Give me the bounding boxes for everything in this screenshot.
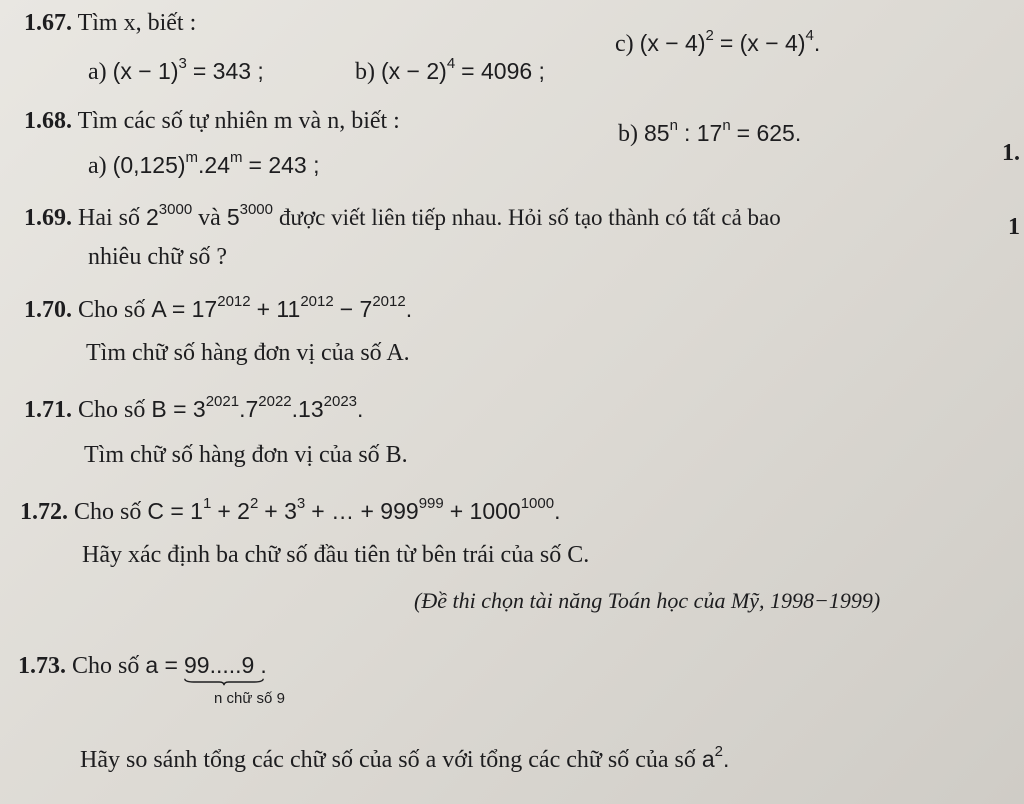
problem-1-72 bbox=[20, 496, 560, 527]
margin-mark: 1. bbox=[1002, 140, 1020, 166]
problem-1-67-header bbox=[24, 8, 196, 38]
exponent: n bbox=[669, 116, 678, 134]
problem-text: Hai số bbox=[78, 205, 140, 231]
underbrace-group bbox=[184, 650, 254, 681]
math-expr: a bbox=[701, 746, 715, 772]
exponent: 4 bbox=[446, 54, 456, 72]
math-expr: .24 bbox=[198, 152, 231, 178]
problem-1-73 bbox=[18, 650, 267, 681]
exponent: 2023 bbox=[323, 392, 358, 410]
math-expr: . bbox=[554, 498, 561, 524]
math-expr: (x − 4) bbox=[639, 30, 706, 56]
problem-1-69-cont bbox=[88, 242, 227, 272]
exponent: n bbox=[722, 116, 731, 134]
exponent: 2012 bbox=[300, 292, 334, 310]
math-expr: + … + 999 bbox=[311, 498, 419, 524]
problem-text: Hãy xác định ba chữ số đầu tiên từ bên trái của số C. bbox=[82, 542, 590, 568]
math-expr: − 7 bbox=[339, 296, 373, 322]
problem-text: Tìm chữ số hàng đơn vị của số B. bbox=[84, 442, 408, 468]
problem-1-69 bbox=[24, 202, 781, 233]
math-expr: 99.....9 bbox=[183, 652, 255, 678]
exponent: 3 bbox=[178, 54, 187, 72]
exponent: m bbox=[230, 148, 243, 166]
math-expr: . bbox=[405, 296, 413, 322]
problem-text: Cho số bbox=[74, 499, 142, 525]
math-expr: .7 bbox=[239, 396, 259, 422]
exponent: 999 bbox=[418, 494, 444, 512]
problem-1-73-task bbox=[80, 744, 729, 775]
problem-1-68-header bbox=[24, 106, 400, 136]
math-expr: : 17 bbox=[683, 120, 723, 146]
exponent: 2 bbox=[705, 26, 714, 44]
problem-1-67-a bbox=[88, 56, 264, 87]
math-expr: + 3 bbox=[264, 498, 297, 524]
exponent: 2012 bbox=[372, 292, 406, 310]
problem-prompt: Tìm x, biết : bbox=[77, 10, 197, 36]
problem-1-71 bbox=[24, 394, 363, 425]
math-expr: a = bbox=[145, 652, 178, 678]
part-label: b) bbox=[618, 121, 638, 147]
math-expr: = 343 ; bbox=[192, 58, 264, 84]
exponent: m bbox=[185, 148, 199, 166]
math-expr: 2 bbox=[146, 204, 159, 230]
math-expr: = 243 ; bbox=[248, 152, 320, 178]
problem-1-72-source bbox=[414, 586, 880, 616]
problem-1-68-b bbox=[618, 118, 801, 149]
problem-number: 1.73. bbox=[18, 653, 66, 679]
problem-1-70 bbox=[24, 294, 412, 325]
math-expr: (x − 1) bbox=[112, 58, 179, 84]
problem-number: 1.69. bbox=[24, 205, 72, 231]
exponent: 2 bbox=[714, 742, 724, 760]
math-expr: (0,125) bbox=[112, 152, 186, 178]
exponent: 3000 bbox=[239, 200, 273, 218]
problem-1-67-c bbox=[615, 28, 820, 59]
problem-number: 1.72. bbox=[20, 499, 68, 525]
problem-text: được viết liên tiếp nhau. Hỏi số tạo thành có tất cả bao bbox=[279, 205, 781, 230]
math-expr: . bbox=[723, 746, 730, 772]
math-expr: + 2 bbox=[217, 498, 250, 524]
math-expr: . bbox=[813, 30, 821, 56]
underbrace-label: n chữ số 9 bbox=[214, 690, 285, 707]
exponent: 1 bbox=[202, 494, 212, 512]
margin-mark: 1 bbox=[1008, 214, 1020, 240]
problem-1-70-task bbox=[86, 338, 410, 368]
problem-text: Cho số bbox=[72, 653, 140, 679]
math-expr: B = 3 bbox=[151, 396, 206, 422]
exponent: 2022 bbox=[258, 392, 292, 410]
math-expr: . bbox=[357, 396, 364, 422]
part-label: a) bbox=[88, 59, 107, 85]
exponent: 2021 bbox=[205, 392, 240, 410]
problem-1-72-task bbox=[82, 540, 589, 570]
math-expr: 5 bbox=[226, 204, 240, 230]
underbrace bbox=[184, 678, 264, 686]
problem-text: Tìm chữ số hàng đơn vị của số A. bbox=[86, 340, 410, 366]
math-expr: + 1000 bbox=[449, 498, 521, 524]
problem-number: 1.71. bbox=[24, 397, 72, 423]
math-expr: C = 1 bbox=[147, 498, 203, 524]
part-label: c) bbox=[615, 31, 634, 57]
problem-number: 1.70. bbox=[24, 297, 72, 323]
problem-1-71-task bbox=[84, 440, 408, 470]
exponent: 2 bbox=[249, 494, 259, 512]
math-expr: .13 bbox=[291, 396, 324, 422]
problem-prompt: Tìm các số tự nhiên m và n, biết : bbox=[77, 108, 400, 134]
math-expr: A = 17 bbox=[151, 296, 218, 322]
problem-text: Hãy so sánh tổng các chữ số của số a với tổng các chữ số của số bbox=[80, 747, 696, 773]
math-expr: + 11 bbox=[256, 296, 301, 322]
problem-text: Cho số bbox=[78, 397, 146, 423]
problem-text: và bbox=[198, 205, 221, 231]
problem-text: Cho số bbox=[78, 297, 146, 323]
source-citation: (Đề thi chọn tài năng Toán học của Mỹ, 1998−1999) bbox=[414, 588, 881, 613]
part-label: b) bbox=[355, 59, 375, 85]
exponent: 3000 bbox=[158, 200, 193, 218]
math-expr: = (x − 4) bbox=[719, 30, 806, 56]
problem-text: nhiêu chữ số ? bbox=[88, 244, 227, 270]
part-label: a) bbox=[88, 153, 107, 179]
exponent: 4 bbox=[805, 26, 814, 44]
math-expr: = 4096 ; bbox=[461, 58, 545, 84]
problem-number: 1.68. bbox=[24, 108, 72, 134]
problem-1-68-a bbox=[88, 150, 320, 181]
math-expr: (x − 2) bbox=[381, 58, 447, 84]
math-expr: . bbox=[260, 652, 267, 678]
exponent: 2012 bbox=[217, 292, 251, 310]
problem-number: 1.67. bbox=[24, 10, 72, 36]
math-expr: = 625. bbox=[736, 120, 802, 146]
exponent: 1000 bbox=[520, 494, 555, 512]
math-expr: 85 bbox=[644, 120, 670, 146]
problem-1-67-b bbox=[355, 56, 545, 87]
exponent: 3 bbox=[296, 494, 306, 512]
